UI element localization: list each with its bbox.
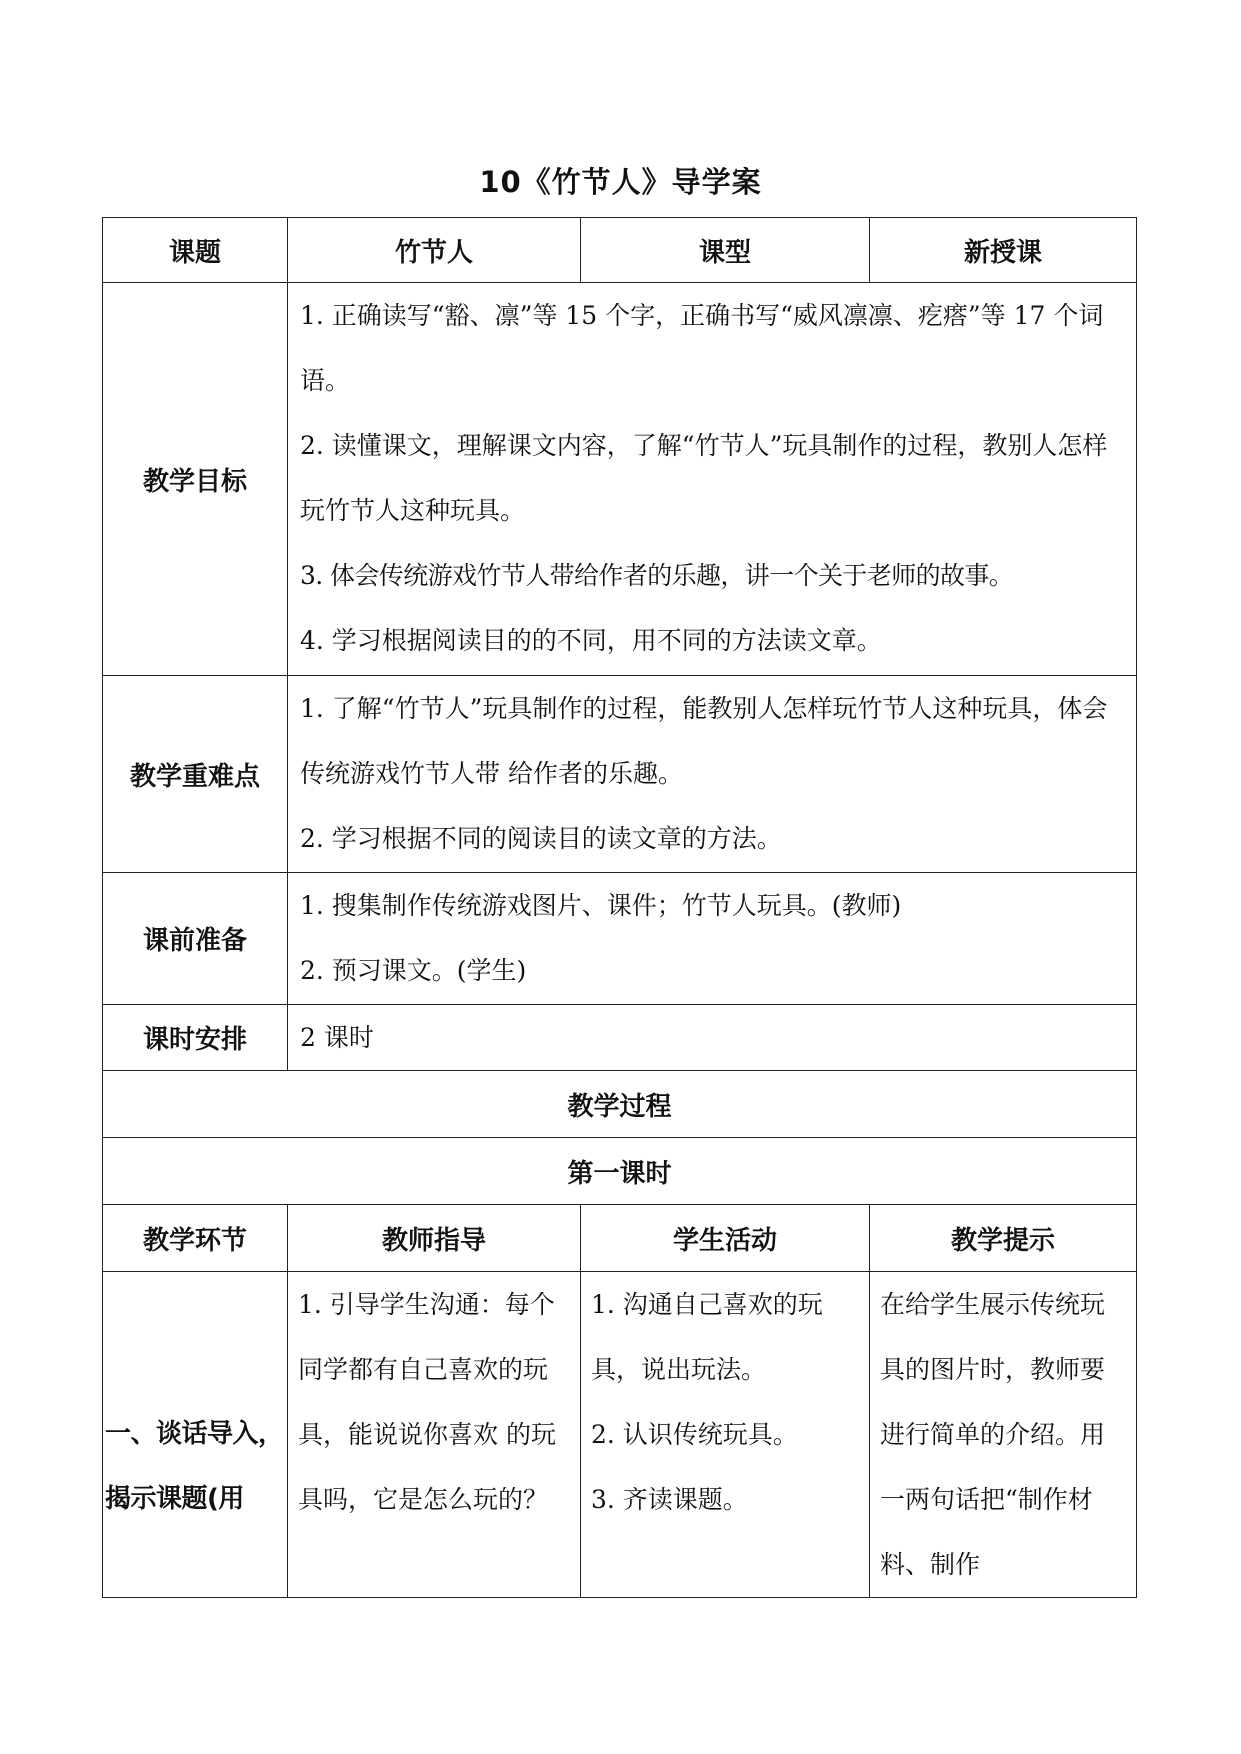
topic-row <box>103 218 1137 283</box>
stage-cell <box>103 1272 288 1598</box>
preparation-label: 课前准备 <box>103 873 288 1005</box>
goals-content <box>288 283 1137 676</box>
process-heading-row <box>103 1071 1137 1138</box>
key-point-item: 1. 了解“竹节人”玩具制作的过程，能教别人怎样玩竹节人这种玩具，体会传统游戏竹节人带 给作者的乐趣。 <box>300 694 1108 788</box>
column-student: 学生活动 <box>581 1205 870 1272</box>
student-cell <box>581 1272 870 1598</box>
topic-value: 竹节人 <box>288 218 581 283</box>
key-point-item: 2. 学习根据不同的阅读目的读文章的方法。 <box>300 824 782 853</box>
preparation-item: 1. 搜集制作传统游戏图片、课件；竹节人玩具。(教师) <box>300 891 902 920</box>
goals-label: 教学目标 <box>103 283 288 676</box>
type-value: 新授课 <box>870 218 1137 283</box>
page-title: 10《竹节人》导学案 <box>479 165 762 199</box>
lesson-plan-table <box>102 217 1137 1598</box>
key-points-label: 教学重难点 <box>103 676 288 873</box>
type-label: 课型 <box>581 218 870 283</box>
goal-item: 1. 正确读写“豁、凛”等 15 个字，正确书写“威风凛凛、疙瘩”等 17 个词语。 <box>300 301 1104 395</box>
schedule-row <box>103 1005 1137 1071</box>
column-header-row <box>103 1205 1137 1272</box>
goals-row <box>103 283 1137 676</box>
table-row <box>103 1272 1137 1598</box>
student-item: 3. 齐读课题。 <box>591 1485 748 1514</box>
lesson-heading: 第一课时 <box>103 1138 1137 1205</box>
goal-item: 3. 体会传统游戏竹节人带给作者的乐趣，讲一个关于老师的故事。 <box>300 561 1014 590</box>
column-teacher: 教师指导 <box>288 1205 581 1272</box>
column-stage: 教学环节 <box>103 1205 288 1272</box>
lesson-heading-row <box>103 1138 1137 1205</box>
student-item: 2. 认识传统玩具。 <box>591 1420 798 1449</box>
preparation-content <box>288 873 1137 1005</box>
goal-item: 2. 读懂课文，理解课文内容，了解“竹节人”玩具制作的过程，教别人怎样玩竹节人这种玩具。 <box>300 431 1108 525</box>
tips-cell: 在给学生展示传统玩具的图片时，教师要进行简单的介绍。用一两句话把“制作材料、制作 <box>870 1272 1137 1598</box>
schedule-label: 课时安排 <box>103 1005 288 1071</box>
student-item: 1. 沟通自己喜欢的玩具，说出玩法。 <box>591 1290 823 1384</box>
goal-item: 4. 学习根据阅读目的的不同，用不同的方法读文章。 <box>300 626 882 655</box>
stage-text: 一、谈话导入，揭示课题(用 <box>105 1419 284 1514</box>
key-points-row <box>103 676 1137 873</box>
topic-label: 课题 <box>103 218 288 283</box>
schedule-value: 2 课时 <box>288 1005 1137 1071</box>
preparation-row <box>103 873 1137 1005</box>
preparation-item: 2. 预习课文。(学生) <box>300 956 527 985</box>
process-heading: 教学过程 <box>103 1071 1137 1138</box>
teacher-cell: 1. 引导学生沟通：每个同学都有自己喜欢的玩具，能说说你喜欢 的玩具吗，它是怎么玩的？ <box>288 1272 581 1598</box>
key-points-content <box>288 676 1137 873</box>
column-tips: 教学提示 <box>870 1205 1137 1272</box>
